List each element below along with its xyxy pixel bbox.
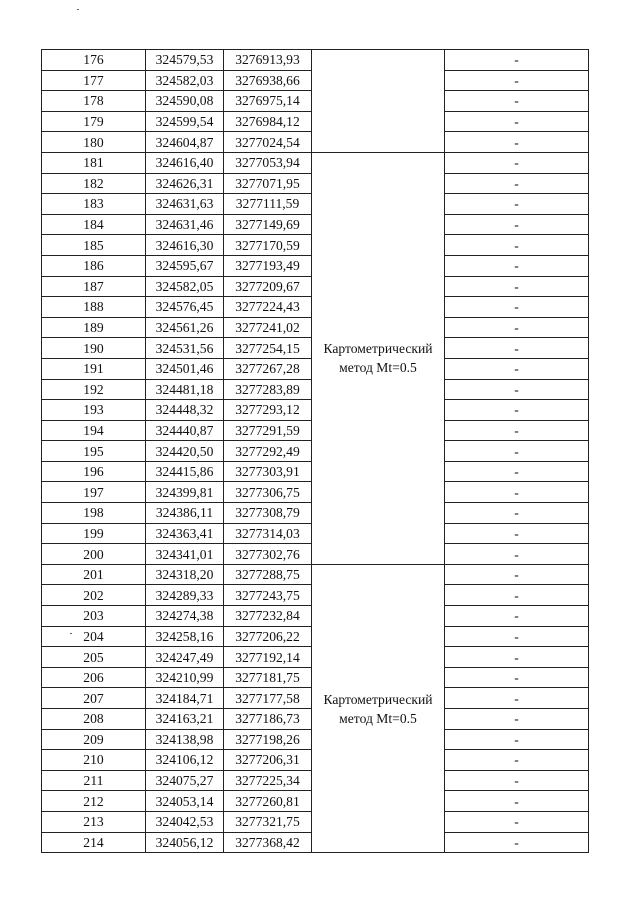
note-cell: - [445, 606, 589, 627]
point-number-cell: 202 [42, 585, 146, 606]
note-cell: - [445, 688, 589, 709]
x-coordinate-cell: 324258,16 [146, 626, 224, 647]
x-coordinate-cell: 324163,21 [146, 709, 224, 730]
note-cell: - [445, 832, 589, 853]
x-coordinate-cell: 324576,45 [146, 297, 224, 318]
point-number-cell: 188 [42, 297, 146, 318]
note-cell: - [445, 585, 589, 606]
note-cell: - [445, 811, 589, 832]
y-coordinate-cell: 3277186,73 [224, 709, 312, 730]
point-number-cell: 203 [42, 606, 146, 627]
x-coordinate-cell: 324106,12 [146, 750, 224, 771]
y-coordinate-cell: 3277267,28 [224, 358, 312, 379]
x-coordinate-cell: 324582,03 [146, 70, 224, 91]
x-coordinate-cell: 324247,49 [146, 647, 224, 668]
note-cell: - [445, 441, 589, 462]
point-number-cell: 197 [42, 482, 146, 503]
method-text-line: метод Mt=0.5 [339, 710, 417, 726]
y-coordinate-cell: 3277071,95 [224, 173, 312, 194]
y-coordinate-cell: 3277192,14 [224, 647, 312, 668]
y-coordinate-cell: 3277170,59 [224, 235, 312, 256]
x-coordinate-cell: 324138,98 [146, 729, 224, 750]
method-cell [312, 50, 445, 153]
point-number-cell: 206 [42, 667, 146, 688]
point-number-cell: 181 [42, 152, 146, 173]
x-coordinate-cell: 324595,67 [146, 255, 224, 276]
y-coordinate-cell: 3277149,69 [224, 214, 312, 235]
point-number-cell: 208 [42, 709, 146, 730]
point-number-cell: 213 [42, 811, 146, 832]
note-cell: - [445, 523, 589, 544]
x-coordinate-cell: 324042,53 [146, 811, 224, 832]
point-number-cell: 178 [42, 91, 146, 112]
x-coordinate-cell: 324531,56 [146, 338, 224, 359]
x-coordinate-cell: 324341,01 [146, 544, 224, 565]
point-number-cell: 176 [42, 50, 146, 71]
x-coordinate-cell: 324075,27 [146, 770, 224, 791]
x-coordinate-cell: 324184,71 [146, 688, 224, 709]
note-cell: - [445, 297, 589, 318]
y-coordinate-cell: 3277053,94 [224, 152, 312, 173]
x-coordinate-cell: 324626,31 [146, 173, 224, 194]
y-coordinate-cell: 3277224,43 [224, 297, 312, 318]
y-coordinate-cell: 3277206,22 [224, 626, 312, 647]
x-coordinate-cell: 324056,12 [146, 832, 224, 853]
point-number-cell: 207 [42, 688, 146, 709]
note-cell: - [445, 461, 589, 482]
x-coordinate-cell: 324399,81 [146, 482, 224, 503]
table-row [42, 50, 589, 71]
point-number-cell: 183 [42, 194, 146, 215]
y-coordinate-cell: 3277177,58 [224, 688, 312, 709]
note-cell: - [445, 214, 589, 235]
note-cell: - [445, 750, 589, 771]
point-number-cell: 195 [42, 441, 146, 462]
x-coordinate-cell: 324053,14 [146, 791, 224, 812]
point-number-cell: 190 [42, 338, 146, 359]
y-coordinate-cell: 3277302,76 [224, 544, 312, 565]
point-number-cell: 189 [42, 317, 146, 338]
note-cell: - [445, 194, 589, 215]
method-cell [312, 152, 445, 564]
x-coordinate-cell: 324448,32 [146, 400, 224, 421]
note-cell: - [445, 667, 589, 688]
x-coordinate-cell: 324590,08 [146, 91, 224, 112]
x-coordinate-cell: 324582,05 [146, 276, 224, 297]
note-cell: - [445, 709, 589, 730]
coordinates-table-body [42, 50, 589, 853]
y-coordinate-cell: 3277024,54 [224, 132, 312, 153]
note-cell: - [445, 276, 589, 297]
point-number-cell: 200 [42, 544, 146, 565]
x-coordinate-cell: 324318,20 [146, 564, 224, 585]
coordinates-table [41, 49, 589, 853]
note-cell: - [445, 173, 589, 194]
point-number-cell: 211 [42, 770, 146, 791]
y-coordinate-cell: 3277198,26 [224, 729, 312, 750]
point-number-cell: 182 [42, 173, 146, 194]
y-coordinate-cell: 3277232,84 [224, 606, 312, 627]
point-number-cell: 198 [42, 503, 146, 524]
note-cell: - [445, 420, 589, 441]
x-coordinate-cell: 324501,46 [146, 358, 224, 379]
point-number-cell: 210 [42, 750, 146, 771]
scan-speck [77, 9, 79, 10]
method-text-line: Картометрический [323, 691, 433, 707]
point-number-cell: 186 [42, 255, 146, 276]
y-coordinate-cell: 3277321,75 [224, 811, 312, 832]
y-coordinate-cell: 3277306,75 [224, 482, 312, 503]
y-coordinate-cell: 3277308,79 [224, 503, 312, 524]
x-coordinate-cell: 324274,38 [146, 606, 224, 627]
y-coordinate-cell: 3277314,03 [224, 523, 312, 544]
point-number-cell: 184 [42, 214, 146, 235]
note-cell: - [445, 791, 589, 812]
x-coordinate-cell: 324363,41 [146, 523, 224, 544]
note-cell: - [445, 379, 589, 400]
y-coordinate-cell: 3277254,15 [224, 338, 312, 359]
y-coordinate-cell: 3277225,34 [224, 770, 312, 791]
note-cell: - [445, 544, 589, 565]
y-coordinate-cell: 3277209,67 [224, 276, 312, 297]
note-cell: - [445, 503, 589, 524]
note-cell: - [445, 626, 589, 647]
point-number-cell: 192 [42, 379, 146, 400]
note-cell: - [445, 338, 589, 359]
note-cell: - [445, 50, 589, 71]
point-number-cell: 201 [42, 564, 146, 585]
y-coordinate-cell: 3277193,49 [224, 255, 312, 276]
y-coordinate-cell: 3277260,81 [224, 791, 312, 812]
y-coordinate-cell: 3277241,02 [224, 317, 312, 338]
y-coordinate-cell: 3277206,31 [224, 750, 312, 771]
y-coordinate-cell: 3277288,75 [224, 564, 312, 585]
note-cell: - [445, 564, 589, 585]
x-coordinate-cell: 324561,26 [146, 317, 224, 338]
point-number-cell: 199 [42, 523, 146, 544]
method-cell [312, 564, 445, 852]
point-number-cell: 212 [42, 791, 146, 812]
point-number-cell: 205 [42, 647, 146, 668]
y-coordinate-cell: 3277293,12 [224, 400, 312, 421]
table-row [42, 152, 589, 173]
note-cell: - [445, 729, 589, 750]
note-cell: - [445, 91, 589, 112]
x-coordinate-cell: 324415,86 [146, 461, 224, 482]
point-number-cell: 196 [42, 461, 146, 482]
x-coordinate-cell: 324631,63 [146, 194, 224, 215]
x-coordinate-cell: 324210,99 [146, 667, 224, 688]
note-cell: - [445, 235, 589, 256]
point-number-cell: 214 [42, 832, 146, 853]
note-cell: - [445, 647, 589, 668]
x-coordinate-cell: 324440,87 [146, 420, 224, 441]
x-coordinate-cell: 324386,11 [146, 503, 224, 524]
y-coordinate-cell: 3276975,14 [224, 91, 312, 112]
note-cell: - [445, 70, 589, 91]
y-coordinate-cell: 3277291,59 [224, 420, 312, 441]
point-number-cell: 180 [42, 132, 146, 153]
y-coordinate-cell: 3277292,49 [224, 441, 312, 462]
y-coordinate-cell: 3277303,91 [224, 461, 312, 482]
x-coordinate-cell: 324579,53 [146, 50, 224, 71]
note-cell: - [445, 358, 589, 379]
point-number-cell: 193 [42, 400, 146, 421]
point-number-cell: 204 [42, 626, 146, 647]
note-cell: - [445, 152, 589, 173]
method-text-line: Картометрический [323, 341, 433, 357]
y-coordinate-cell: 3276984,12 [224, 111, 312, 132]
point-number-cell: 209 [42, 729, 146, 750]
note-cell: - [445, 482, 589, 503]
x-coordinate-cell: 324616,30 [146, 235, 224, 256]
note-cell: - [445, 255, 589, 276]
point-number-cell: 177 [42, 70, 146, 91]
point-number-cell: 187 [42, 276, 146, 297]
point-number-cell: 191 [42, 358, 146, 379]
note-cell: - [445, 111, 589, 132]
note-cell: - [445, 400, 589, 421]
x-coordinate-cell: 324481,18 [146, 379, 224, 400]
y-coordinate-cell: 3277243,75 [224, 585, 312, 606]
y-coordinate-cell: 3277368,42 [224, 832, 312, 853]
x-coordinate-cell: 324604,87 [146, 132, 224, 153]
x-coordinate-cell: 324599,54 [146, 111, 224, 132]
y-coordinate-cell: 3277181,75 [224, 667, 312, 688]
point-number-cell: 179 [42, 111, 146, 132]
method-text-line: метод Mt=0.5 [339, 360, 417, 376]
point-number-cell: 194 [42, 420, 146, 441]
x-coordinate-cell: 324631,46 [146, 214, 224, 235]
note-cell: - [445, 770, 589, 791]
y-coordinate-cell: 3277111,59 [224, 194, 312, 215]
note-cell: - [445, 317, 589, 338]
point-number-cell: 185 [42, 235, 146, 256]
x-coordinate-cell: 324616,40 [146, 152, 224, 173]
y-coordinate-cell: 3276938,66 [224, 70, 312, 91]
y-coordinate-cell: 3276913,93 [224, 50, 312, 71]
note-cell: - [445, 132, 589, 153]
y-coordinate-cell: 3277283,89 [224, 379, 312, 400]
x-coordinate-cell: 324420,50 [146, 441, 224, 462]
x-coordinate-cell: 324289,33 [146, 585, 224, 606]
table-row [42, 564, 589, 585]
